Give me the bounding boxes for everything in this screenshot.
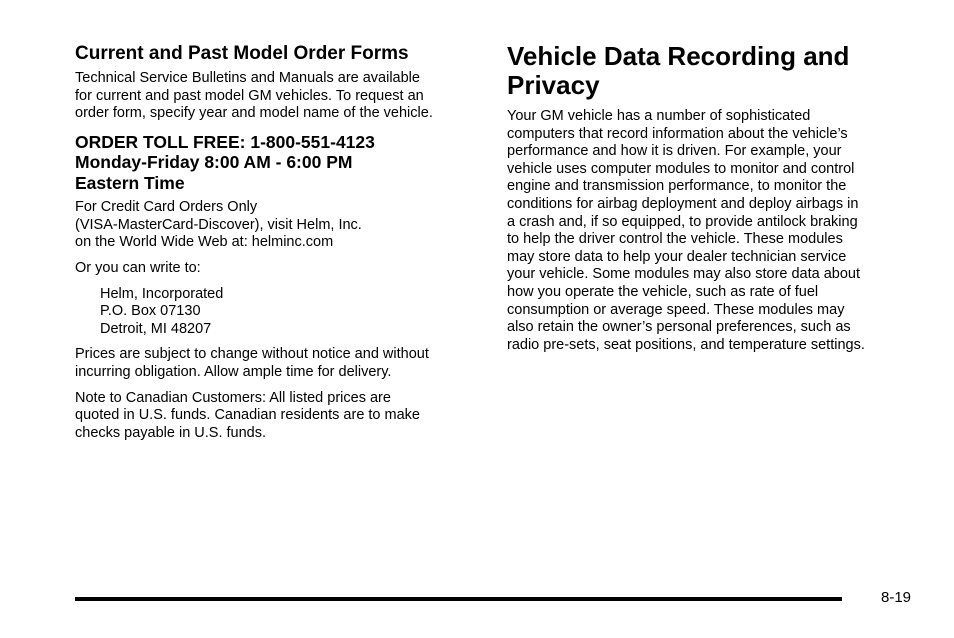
title-line: Privacy [507, 70, 600, 100]
prices-paragraph [75, 346, 480, 381]
page-number: 8-19 [881, 589, 912, 606]
order-timezone: Eastern Time [75, 172, 185, 193]
canada-line: quoted in U.S. funds. Canadian residents are to make [75, 407, 420, 424]
canadian-note-paragraph [75, 390, 480, 443]
intro-line: for current and past model GM vehicles. To request an [75, 87, 424, 104]
body-line: consumption or average speed. These modules may [507, 301, 845, 318]
body-line: may store data to help your dealer technician service [507, 248, 847, 265]
intro-line: order form, specify year and model name of the vehicle. [75, 105, 433, 122]
order-hours: Monday-Friday 8:00 AM - 6:00 PM [75, 152, 353, 173]
body-line: how you operate the vehicle, such as rate of fuel [507, 283, 819, 300]
body-line: engine and transmission performance, to monitor the [507, 178, 847, 195]
title-line: Vehicle Data Recording and [507, 41, 850, 71]
body-line: radio pre-sets, seat positions, and temperature settings. [507, 336, 865, 353]
section-heading-order-forms: Current and Past Model Order Forms [75, 43, 409, 64]
body-line: computers that record information about the vehicle’s [507, 125, 848, 142]
body-line: performance and how it is driven. For example, your [507, 143, 842, 160]
credit-line: on the World Wide Web at: helminc.com [75, 234, 334, 251]
order-toll-free-block [75, 132, 480, 194]
address-line: P.O. Box 07130 [100, 303, 201, 320]
credit-line: (VISA-MasterCard-Discover), visit Helm, Inc. [75, 216, 362, 233]
canada-line: Note to Canadian Customers: All listed prices are [75, 389, 391, 406]
credit-line: For Credit Card Orders Only [75, 199, 258, 216]
order-phone: ORDER TOLL FREE: 1-800-551-4123 [75, 131, 375, 152]
body-line: vehicle uses computer modules to monitor and control [507, 160, 855, 177]
right-column [507, 42, 917, 362]
body-line: also retain the owner’s personal preferences, such as [507, 319, 851, 336]
write-to-paragraph [75, 260, 480, 278]
intro-line: Technical Service Bulletins and Manuals are available [75, 70, 420, 86]
body-line: to help the driver control the vehicle. These modules [507, 231, 843, 248]
body-line: Your GM vehicle has a number of sophisticated [507, 108, 811, 124]
prices-line: Prices are subject to change without notice and without [75, 346, 429, 363]
footer-rule [75, 597, 842, 601]
write-line: Or you can write to: [75, 260, 201, 277]
body-line: conditions for airbag deployment and deploy airbags in [507, 195, 859, 212]
body-line: a crash and, if so equipped, to provide antilock braking [507, 213, 858, 230]
prices-line: incurring obligation. Allow ample time for delivery. [75, 364, 392, 381]
privacy-body-paragraph [507, 108, 917, 354]
left-column [75, 43, 480, 450]
credit-card-paragraph [75, 199, 480, 252]
section-title-vehicle-data-privacy [507, 42, 917, 100]
mailing-address [75, 286, 480, 339]
address-line: Helm, Incorporated [100, 285, 224, 302]
body-line: your vehicle. Some modules may also store data about [507, 266, 861, 283]
canada-line: checks payable in U.S. funds. [75, 424, 267, 441]
address-line: Detroit, MI 48207 [100, 320, 212, 337]
intro-paragraph [75, 70, 480, 123]
